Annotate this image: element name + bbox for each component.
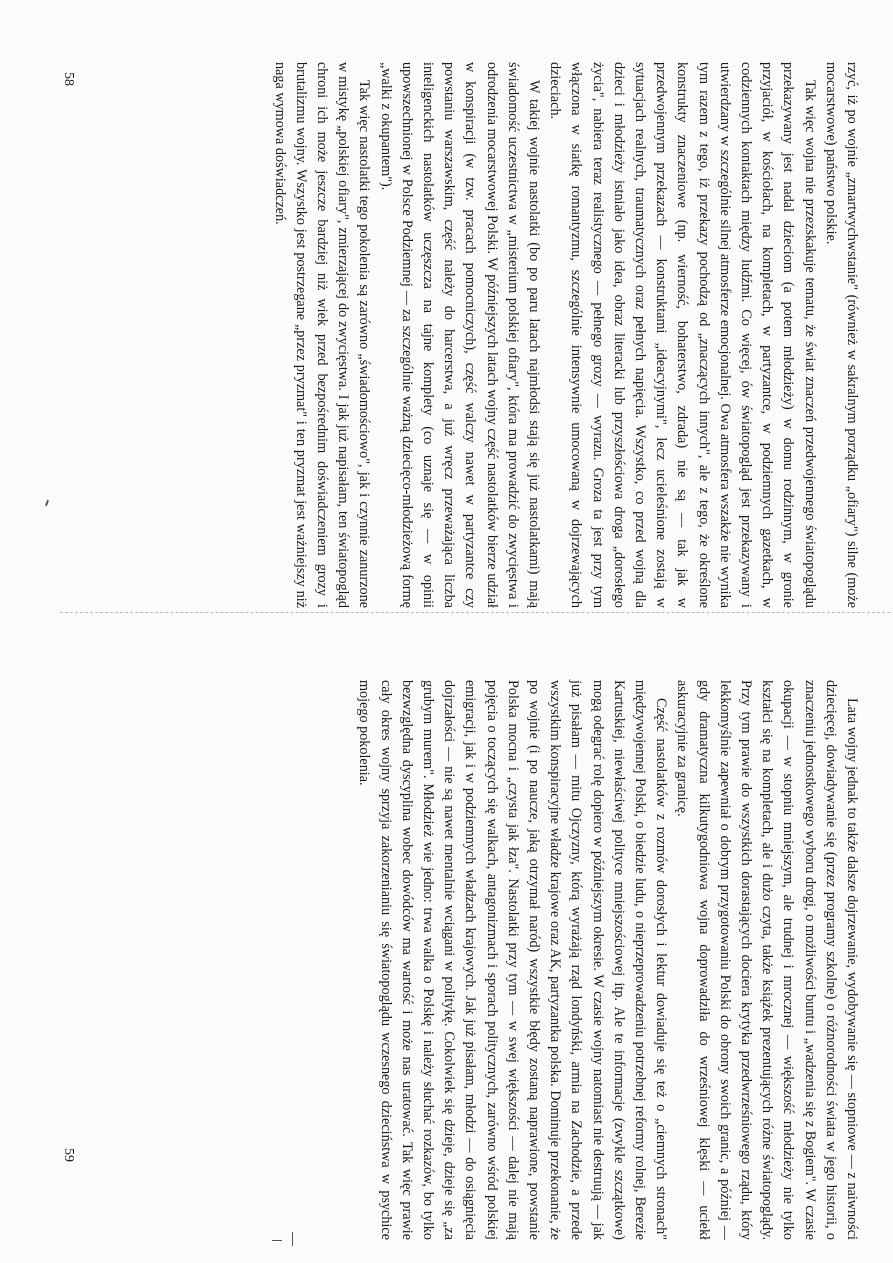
paragraph: W takiej wojnie nastolatki (bo po paru latach najmłodsi stają się już nastolatkami) mają świadomość uczestnictwa w „misterium polskiej ofiary", która ma prowadzić do zwycięstwa i odrodzenia mocarstwowej Polski. W późniejszych latach wojny część nastolatków bierze udział w konspiracji (w tzw. pracach pomocniczych), część walczy nawet w partyzantce czy powstaniu warszawskim, część należy do harcerstwa, a już wręcz przeważająca liczba inteligenckich nastolatków uczęszcza na tajne komplety (co uznaje się — w opinii upowszechnionej w Polsce Podziemnej — za szczególnie ważną dziecięco-młodzieżową formę „walki z okupantem"). (377, 62, 542, 608)
page-number: 58 (61, 72, 76, 86)
paragraph: rzyć, iż po wojnie „zmartwychwstanie" (również w sakralnym porządku „ofiary") silne (może mocarstwowe) państwo polskie. (822, 62, 860, 608)
paragraph: Część nastolatków z rozmów dorosłych i lektur dowiaduje się też o „ciemnych stronach" międzywojennej Polski, o biedzie ludu, o nieprzeprowadzeniu potrzebnej reformy rolnej, Berezie Kartuskiej, niewłaściwej polityce mniejszościowej itp. Ale te informacje (zwykle szczątkowe) mogą odegrać rolę dopiero w późniejszym okresie. W czasie wojny natomiast nie destruują — jak już pisałam — mitu Ojczyzny, którą wyrażają rząd londyński, armia na Zachodzie, a przede wszystkim konspiracyjne władze krajowe oraz AK, partyzantka polska. Dominuje przekonanie, że po wojnie (i po naucze, jaką otrzymał naród) wszystkie błędy zostaną naprawione, powstanie Polska mocna i „czysta jak łza". Nastolatki przy tym — w swej większości — dalej nie mają pojęcia o toczących się walkach, antagonizmach i sporach politycznych, zarówno wśród polskiej emigracji, jak i w podziemnych władzach krajowych. Jak już pisałam, młodzi — do osiągnięcia dojrzałości — nie są nawet mentalnie wciągani w politykę. Cokolwiek się dzieje, dzieje się „za grubym murem". Młodzież wie jedno: trwa walka o Polskę i należy słuchać rozkazów, bo tylko bezwzględna dyscyplina wobec dowódców ma wartość i może nas uratować. Tak więc prawie cały okres wojny sprzyja zakorzenianiu się światopoglądu wczesnego dzieciństwa w psychice mojego pokolenia. (356, 680, 670, 1240)
scan-speck (292, 1232, 293, 1246)
scan-speck (45, 500, 49, 506)
scan-speck (272, 1240, 282, 1241)
paragraph: Lata wojny jednak to także dalsze dojrzewanie, wydobywanie się — stopniowe — z naiwności dziecięcej, dowiadywanie się (przez programy szkolne) o różnorodności świata w jego historii, o znaczeniu jednostkowego wyboru drogi, o możliwości buntu i „wadzenia się z Bogiem". W czasie okupacji — w stopniu mniejszym, ale trudnej i mrocznej — większość młodzieży nie tylko kształci się na kompletach, ale i dużo czyta, także książek prezentujących różne światopoglądy. Przy tym prawie do wszystkich dorastających dociera krytyka przedwrześniowego rządu, który lekkomyślnie zapewniał o dobrym przygotowaniu Polski do obrony swoich granic, a później — gdy dramatyczna kilkutygodniowa wojna doprowadziła do wrześniowej klęski — uciekł askuracyjnie za granicę. (674, 680, 860, 1240)
page-number: 59 (61, 1148, 76, 1162)
paragraph: Tak więc nastolatki tego pokolenia są zarówno „świadomościowo", jak i czynnie zanurzone w mistykę „polskiej ofiary", zmierzającej do zwycięstwa. I jak już napisałam, ten światopogląd chroni ich może jeszcze bardziej niż wiek przed bezpośrednim doświadczeniem grozy i brutalizmu wojny. Wszystko jest postrzegane „przez pryzmat" i ten pryzmat jest ważniejszy niż naga wymowa doświadczeń. (271, 62, 373, 608)
page-58-text (268, 62, 862, 608)
page-59-text (353, 680, 862, 1240)
page-divider (60, 612, 890, 613)
paragraph: Tak więc wojna nie przezskakuje tematu, że świat znaczeń przedwojennego światopoglądu przekazywany jest nadal dzieciom (a potem młodzieży) w domu rodzinnym, w gronie przyjaciół, w kościołach, na kompletach, w partyzantce, w podziemnych gazetkach, w codziennych kontaktach między ludźmi. Co więcej, ów światopogląd jest przekazywany i utwierdzany w szczególnie silnej atmosferze emocjonalnej. Owa atmosfera wszakże nie wynika tym razem z tego, iż przekazy pochodzą od „znaczących innych", ale z tego, że określone konstrukty znaczeniowe (np. wierność, bohaterstwo, zdrada) nie są — tak jak w przedwojennym przekazach — konstruktami „ideacyjnymi", lecz ucieleśnione zostają w sytuacjach realnych, traumatycznych oraz pełnych napięcia. Wszystko, co przed wojną dla dzieci i młodzieży istniało jako idea, obraz literacki lub przyszłościowa droga „dorosłego życia", nabiera teraz realistycznego — pełnego grozy — wyrazu. Groza ta jest przy tym włączona w siatkę romantyzmu, szczególnie intensywnie umocowaną w dojrzewających dzieciach. (547, 62, 818, 608)
text-column (268, 62, 862, 608)
text-column (353, 680, 862, 1240)
